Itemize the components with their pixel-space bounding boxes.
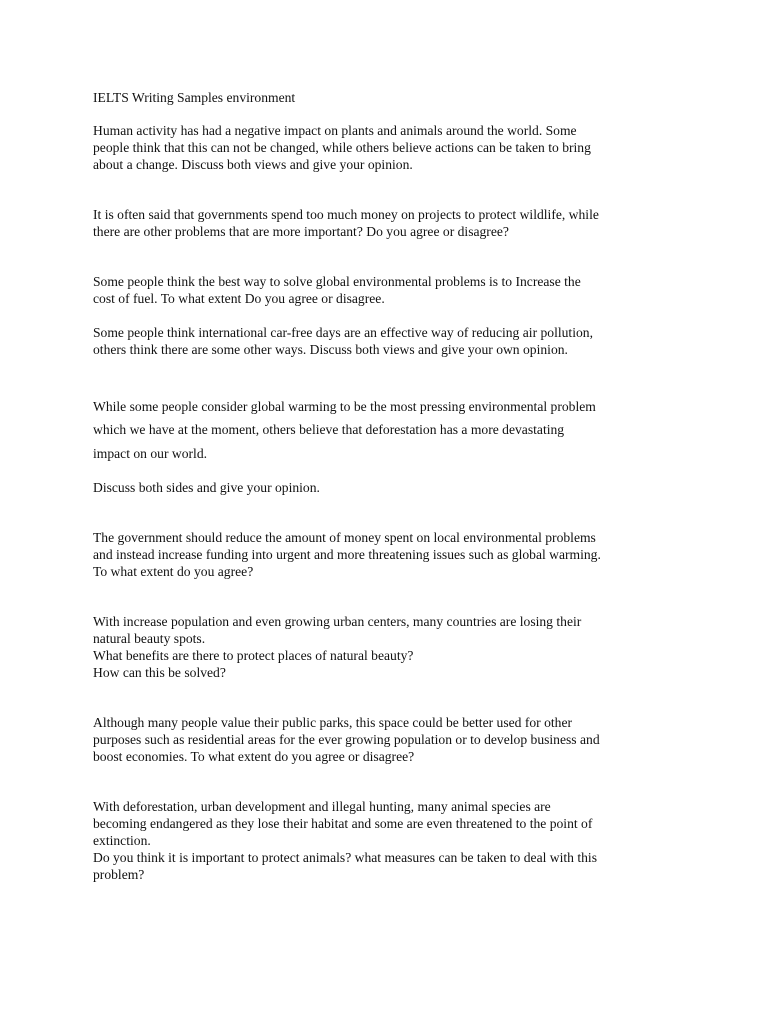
paragraph-10-line-3: extinction. [93, 833, 151, 848]
paragraph-1-line-2: people think that this can not be changed, while others believe actions can be taken to bring [93, 140, 591, 155]
paragraph-1-line-1: Human activity has had a negative impact on plants and animals around the world. Some [93, 123, 577, 138]
paragraph-9-line-1: Although many people value their public parks, this space could be better used for other [93, 715, 573, 730]
paragraph-10-line-4: Do you think it is important to protect animals? what measures can be taken to deal with this [93, 850, 597, 865]
paragraph-8-line-1: With increase population and even growing urban centers, many countries are losing their [93, 614, 582, 629]
paragraph-4-line-2: others think there are some other ways. Discuss both views and give your own opinion. [93, 342, 568, 357]
paragraph-7-line-3: To what extent do you agree? [93, 564, 254, 579]
paragraph-2-line-2: there are other problems that are more important? Do you agree or disagree? [93, 224, 509, 239]
paragraph-3-line-1: Some people think the best way to solve global environmental problems is to Increase the [93, 274, 581, 289]
paragraph-5-line-1: While some people consider global warming to be the most pressing environmental problem [93, 399, 596, 414]
paragraph-10-line-1: With deforestation, urban development and illegal hunting, many animal species are [93, 799, 551, 814]
paragraph-7-line-1: The government should reduce the amount of money spent on local environmental problems [93, 530, 596, 545]
paragraph-5-line-2: which we have at the moment, others believe that deforestation has a more devastating [93, 422, 565, 437]
paragraph-8-line-4: How can this be solved? [93, 665, 226, 680]
paragraph-5-line-3: impact on our world. [93, 446, 208, 461]
document-title: IELTS Writing Samples environment [93, 90, 296, 105]
paragraph-3-line-2: cost of fuel. To what extent Do you agree or disagree. [93, 291, 385, 306]
paragraph-9-line-2: purposes such as residential areas for the ever growing population or to develop business and [93, 732, 600, 747]
paragraph-2-line-1: It is often said that governments spend too much money on projects to protect wildlife, while [93, 207, 599, 222]
paragraph-6-line-1: Discuss both sides and give your opinion. [93, 480, 320, 495]
paragraph-7-line-2: and instead increase funding into urgent and more threatening issues such as global warming. [93, 547, 601, 562]
paragraph-4-line-1: Some people think international car-free days are an effective way of reducing air pollution, [93, 325, 593, 340]
paragraph-8-line-2: natural beauty spots. [93, 631, 206, 646]
paragraph-9-line-3: boost economies. To what extent do you agree or disagree? [93, 749, 415, 764]
paragraph-10-line-2: becoming endangered as they lose their habitat and some are even threatened to the point of [93, 816, 593, 831]
paragraph-10-line-5: problem? [93, 867, 145, 882]
paragraph-8-line-3: What benefits are there to protect places of natural beauty? [93, 648, 414, 663]
paragraph-1-line-3: about a change. Discuss both views and give your opinion. [93, 157, 413, 172]
